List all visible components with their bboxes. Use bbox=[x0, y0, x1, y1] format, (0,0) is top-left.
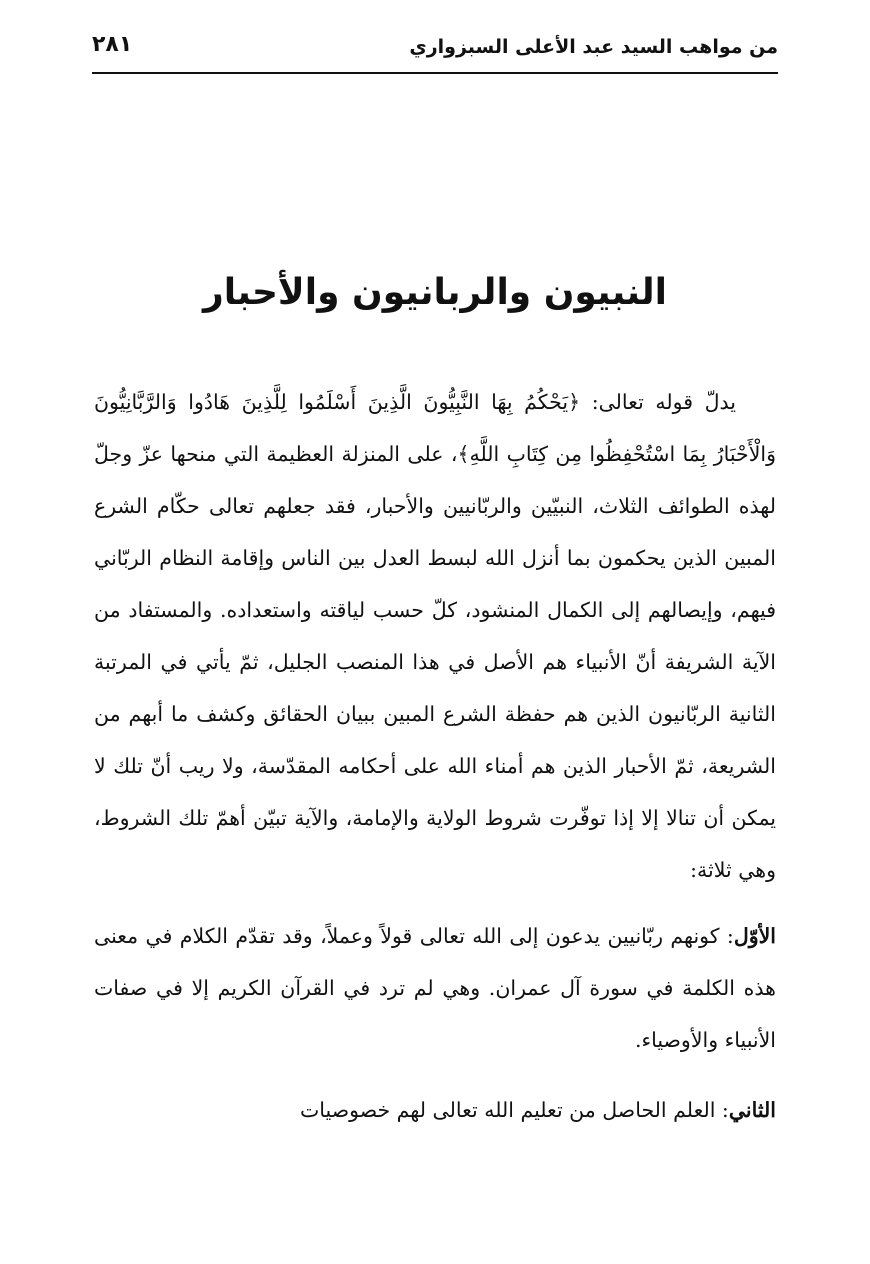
intro-continuation: ، على المنزلة العظيمة التي منحها عزّ وجلّ لهذه الطوائف الثلاث، النبيّين والربّانيين والأحبار، فقد جعلهم تعالى حكّام الشرع المبين الذين يحكمون بما أنزل الله لبسط العدل بين الناس وإقامة النظام الربّاني فيهم، وإيصالهم إلى الكمال المنشود، كلّ حسب لياقته واستعداده. والمستفاد من الآية الشريفة أنّ الأنبياء هم الأصل في هذا المنصب الجليل، ثمّ يأتي في المرتبة الثانية الربّانيون الذين هم حفظة الشرع المبين ببيان الحقائق وكشف ما أبهم من الشريعة، ثمّ الأحبار الذين هم أمناء الله على أحكامه المقدّسة، ولا ريب أنّ تلك لا يمكن أن تنالا إلا إذا توفّرت شروط الولاية والإمامة، والآية تبيّن أهمّ تلك الشروط، وهي ثلاثة: bbox=[94, 442, 776, 882]
second-condition-label: الثاني bbox=[728, 1098, 776, 1122]
paragraph-second-condition bbox=[94, 1084, 776, 1136]
body-text bbox=[94, 376, 776, 1136]
running-header-title: من مواهب السيد عبد الأعلى السبزواري bbox=[409, 36, 778, 58]
first-condition-text: : كونهم ربّانيين يدعون إلى الله تعالى قولاً وعملاً، وقد تقدّم الكلام في معنى هذه الكلمة في سورة آل عمران. وهي لم ترد في القرآن الكريم إلا في صفات الأنبياء والأوصياء. bbox=[94, 924, 776, 1052]
second-condition-text: : العلم الحاصل من تعليم الله تعالى لهم خصوصيات bbox=[299, 1098, 729, 1122]
quran-verse: ﴿يَحْكُمُ بِهَا النَّبِيُّونَ الَّذِينَ أَسْلَمُوا لِلَّذِينَ هَادُوا وَالرَّبَّانِيُّونَ وَالْأَحْبَارُ بِمَا اسْتُحْفِظُوا مِن كِتَابِ اللَّهِ﴾ bbox=[94, 390, 776, 466]
page-number: ٢٨١ bbox=[92, 32, 133, 57]
page-header bbox=[92, 28, 778, 74]
chapter-title: النبيون والربانيون والأحبار bbox=[203, 272, 667, 313]
intro-text: يدلّ قوله تعالى: bbox=[580, 390, 736, 414]
paragraph-intro bbox=[94, 376, 776, 896]
first-condition-label: الأوّل bbox=[733, 924, 776, 948]
paragraph-first-condition bbox=[94, 910, 776, 1066]
